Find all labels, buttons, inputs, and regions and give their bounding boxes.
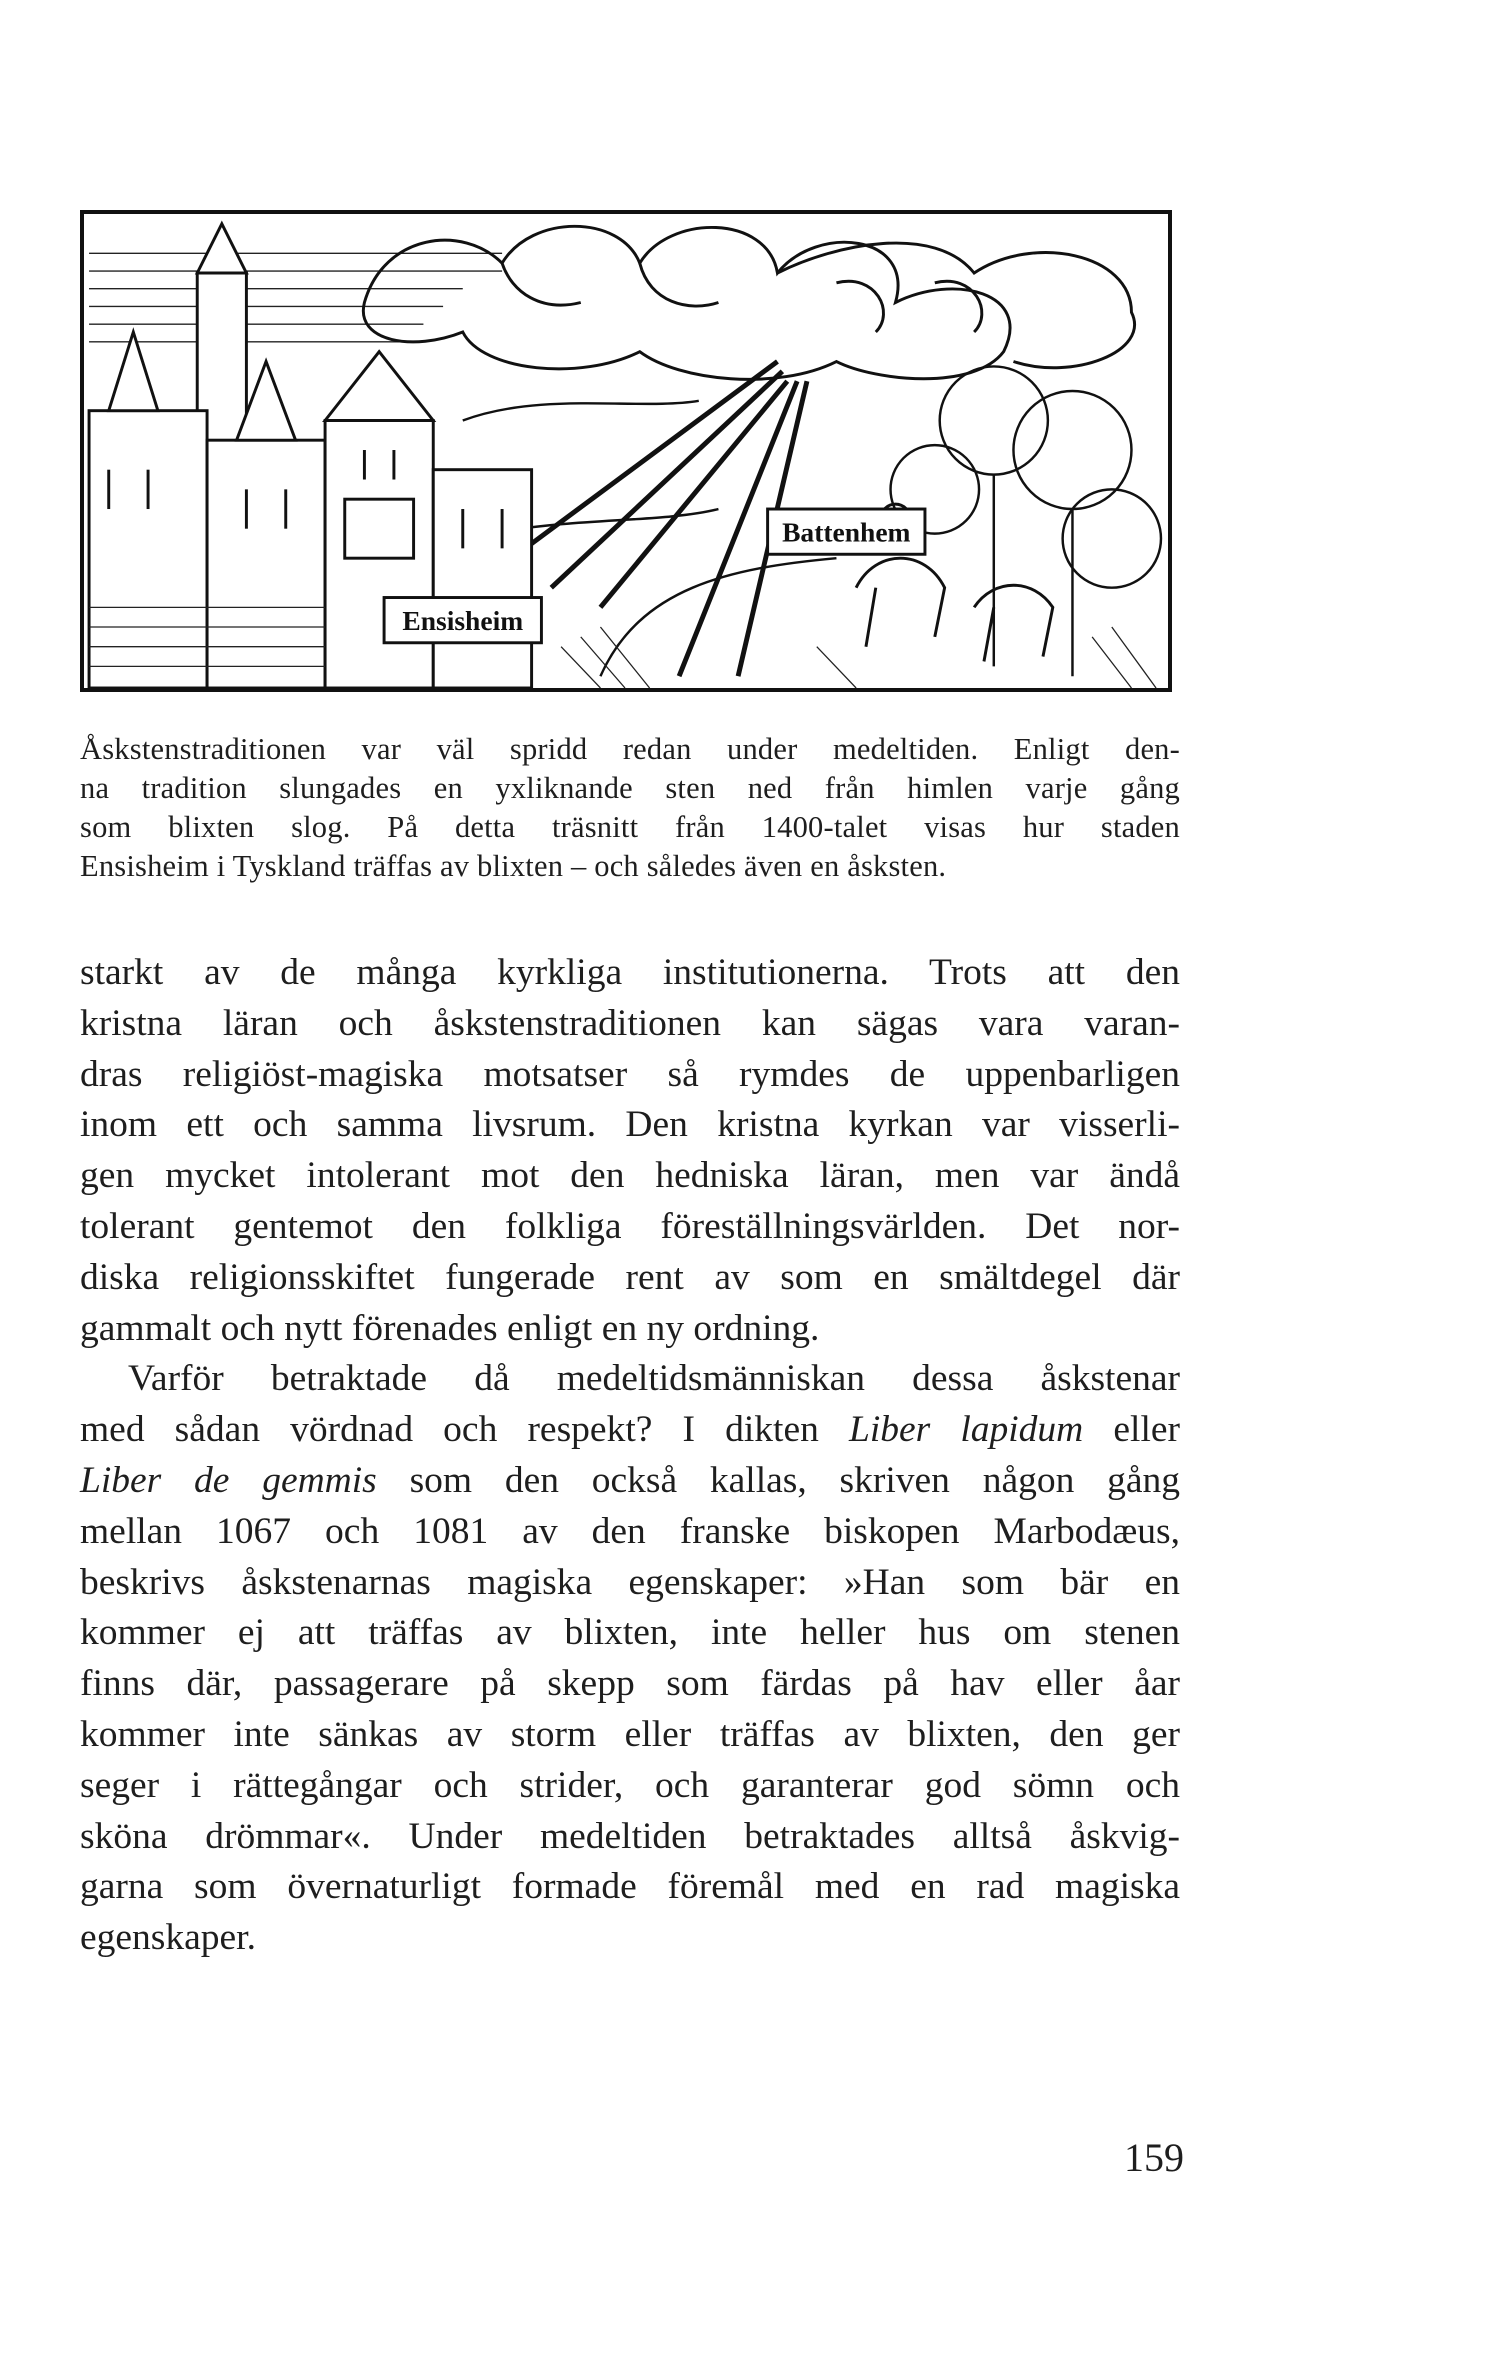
body-line: beskrivs åskstenarnas magiska egenskaper: »Han som bär en bbox=[80, 1561, 1180, 1603]
body-line: tolerant gentemot den folkliga föreställningsvärlden. Det nor- bbox=[80, 1205, 1180, 1247]
woodcut-illustration bbox=[80, 210, 1172, 692]
body-line: kommer ej att träffas av blixten, inte heller hus om stenen bbox=[80, 1612, 1180, 1654]
body-line: sköna drömmar«. Under medeltiden betraktades alltså åskvig- bbox=[80, 1815, 1180, 1857]
body-line bbox=[80, 1456, 1180, 1507]
label-ensisheim: Ensisheim bbox=[402, 604, 524, 636]
page-number: 159 bbox=[1124, 2135, 1184, 2180]
body-line: garna som övernaturligt formade föremål med en rad magiska bbox=[80, 1866, 1180, 1908]
body-line: Varför betraktade då medeltidsmänniskan dessa åskstenar bbox=[128, 1358, 1180, 1400]
italic-title: Liber lapidum bbox=[848, 1409, 1084, 1451]
label-battenhem: Battenhem bbox=[782, 516, 911, 548]
body-line: finns där, passagerare på skepp som färdas på hav eller åar bbox=[80, 1663, 1180, 1705]
body-line: diska religionsskiftet fungerade rent av som en smältdegel där bbox=[80, 1256, 1180, 1298]
caption-line: Ensisheim i Tyskland träffas av blixten – och således även en åsksten. bbox=[80, 849, 947, 883]
body-line: gen mycket intolerant mot den hedniska läran, men var ändå bbox=[80, 1155, 1180, 1197]
body-text-segment: som den också kallas, skriven någon gång bbox=[409, 1459, 1181, 1501]
caption-line: som blixten slog. På detta träsnitt från 1400-talet visas hur staden bbox=[80, 810, 1180, 844]
figure-caption bbox=[80, 730, 1180, 886]
body-line: kristna läran och åskstenstraditionen kan sägas vara varan- bbox=[80, 1002, 1180, 1044]
body-text-segment: eller bbox=[1113, 1409, 1181, 1451]
body-line: dras religiöst-magiska motsatser så rymdes de uppenbarligen bbox=[80, 1053, 1180, 1095]
body-line: mellan 1067 och 1081 av den franske biskopen Marbodæus, bbox=[80, 1510, 1180, 1552]
body-line: starkt av de många kyrkliga institutionerna. Trots att den bbox=[80, 952, 1180, 993]
body-line: seger i rättegångar och strider, och garanterar god sömn och bbox=[80, 1764, 1180, 1806]
body-line: inom ett och samma livsrum. Den kristna kyrkan var visserli- bbox=[80, 1104, 1180, 1146]
body-line bbox=[80, 1405, 1180, 1456]
caption-line: Åskstenstraditionen var väl spridd redan under medeltiden. Enligt den- bbox=[80, 732, 1180, 766]
body-line: kommer inte sänkas av storm eller träffas av blixten, den ger bbox=[80, 1713, 1180, 1755]
italic-title: Liber de gemmis bbox=[80, 1459, 377, 1501]
body-text-segment: med sådan vördnad och respekt? I dikten bbox=[80, 1409, 819, 1451]
woodcut-drawing bbox=[84, 214, 1168, 688]
body-line: egenskaper. bbox=[80, 1917, 256, 1959]
caption-line: na tradition slungades en yxliknande sten ned från himlen varje gång bbox=[80, 771, 1180, 805]
body-line: gammalt och nytt förenades enligt en ny ordning. bbox=[80, 1307, 820, 1349]
body-text bbox=[80, 948, 1180, 1964]
